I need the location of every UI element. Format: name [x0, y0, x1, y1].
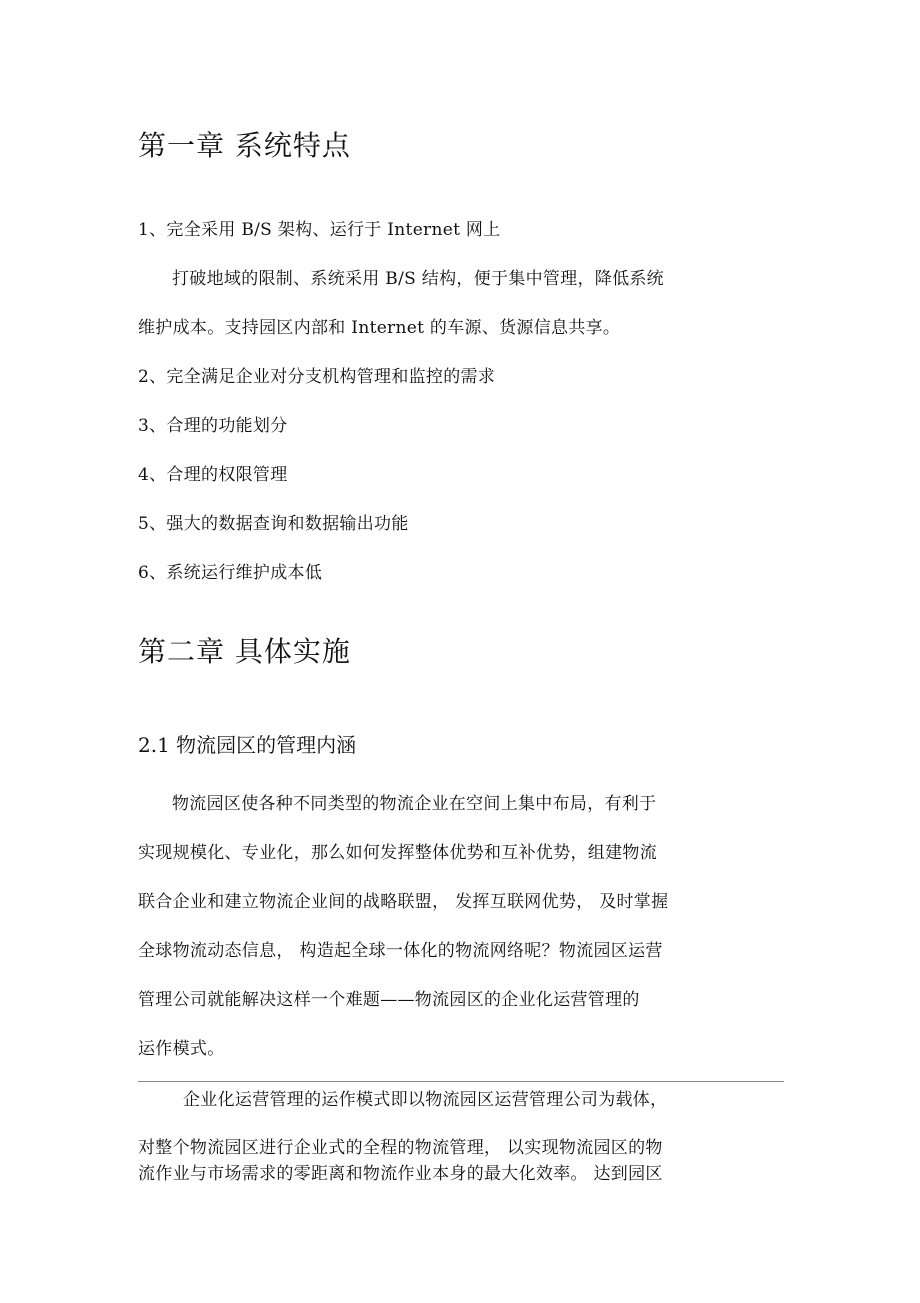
- para-2-line-1: 企业化运营管理的运作模式即以物流园区运营管理公司为载体，: [183, 1090, 668, 1110]
- para-2-line-3: 流作业与市场需求的零距离和物流作业本身的最大化效率。 达到园区: [138, 1164, 663, 1184]
- list-item-4: 4、合理的权限管理: [138, 465, 288, 485]
- chapter-1-title: 第一章 系统特点: [138, 129, 351, 162]
- para-2-line-2: 对整个物流园区进行企业式的全程的物流管理， 以实现物流园区的物: [138, 1138, 663, 1158]
- list-item-6: 6、系统运行维护成本低: [138, 563, 323, 583]
- chapter-2-title: 第二章 具体实施: [138, 635, 351, 668]
- list-item-5: 5、强大的数据查询和数据输出功能: [138, 514, 409, 534]
- horizontal-divider: [138, 1081, 784, 1082]
- para-1-line-4: 全球物流动态信息， 构造起全球一体化的物流网络呢？物流园区运营: [138, 941, 663, 961]
- item-1-desc-line-2: 维护成本。支持园区内部和 Internet 的车源、货源信息共享。: [138, 318, 621, 338]
- para-1-line-6: 运作模式。: [138, 1039, 225, 1059]
- list-item-3: 3、合理的功能划分: [138, 416, 288, 436]
- list-item-2: 2、完全满足企业对分支机构管理和监控的需求: [138, 367, 496, 387]
- para-1-line-2: 实现规模化、专业化，那么如何发挥整体优势和互补优势，组建物流: [138, 843, 657, 863]
- para-1-line-3: 联合企业和建立物流企业间的战略联盟， 发挥互联网优势， 及时掌握: [138, 892, 669, 912]
- list-item-1: 1、完全采用 B/S 架构、运行于 Internet 网上: [138, 220, 501, 240]
- section-2-1-title: 2.1 物流园区的管理内涵: [138, 733, 357, 757]
- para-1-line-5: 管理公司就能解决这样一个难题——物流园区的企业化运营管理的: [138, 990, 640, 1010]
- para-1-line-1: 物流园区使各种不同类型的物流企业在空间上集中布局，有利于: [172, 794, 657, 814]
- item-1-desc-line-1: 打破地域的限制、系统采用 B/S 结构，便于集中管理，降低系统: [172, 269, 664, 289]
